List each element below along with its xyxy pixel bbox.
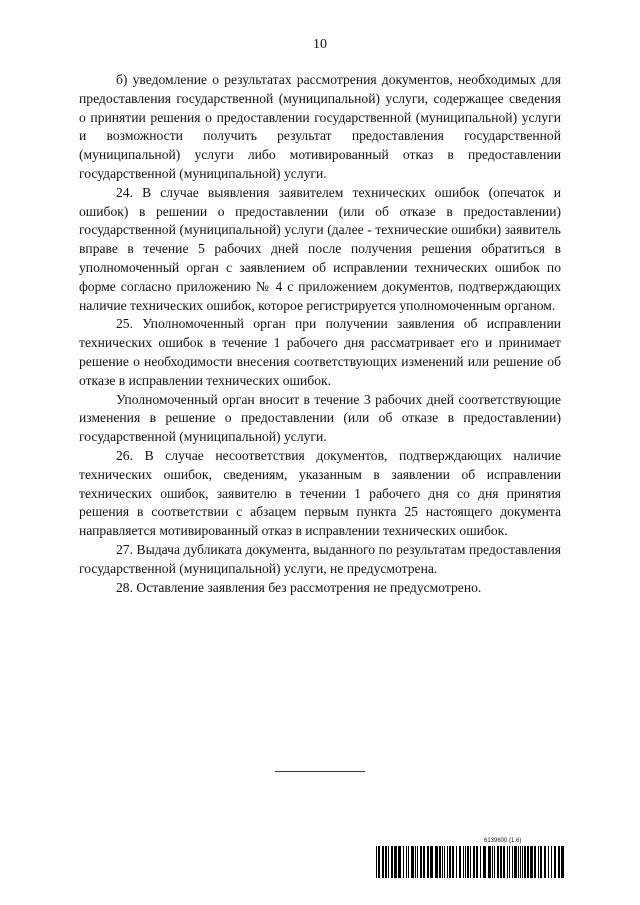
end-separator-line — [275, 771, 365, 772]
paragraph-26: 26. В случае несоответствия документов, подтверждающих наличие технических ошибок, сведениям, указанным в заявлении об исправлении технических ошибок, заявителю в течении 1 рабочего дня со дня принятия решения в соответствии с абзацем первым пункта 25 настоящего документа направляется мотивированный отказ в исправлении технических ошибок. — [79, 447, 561, 539]
document-code: 6139600 (1.6) — [484, 838, 522, 844]
paragraph-25-continued: Уполномоченный орган вносит в течение 3 рабочих дней соответствующие изменения в решение о предоставлении (или об отказе в предоставлении) государственной (муниципальной) услуги. — [79, 391, 561, 445]
document-body — [79, 71, 561, 597]
paragraph-25: 25. Уполномоченный орган при получении заявления об исправлении технических ошибок в течение 1 рабочего дня рассматривает его и принимает решение о необходимости внесения соответствующих изменений или решение об отказе в исправлении технических ошибок. — [79, 316, 561, 388]
paragraph-notification: б) уведомление о результатах рассмотрения документов, необходимых для предоставления государственной (муниципальной) услуги, содержащее сведения о принятии решения о предоставлении государственной (муниципальной) услуги и возможности получить результат предоставления государственной (муниципальной) услуги либо мотивированный отказ в предоставлении государственной (муниципальной) услуги. — [79, 72, 561, 181]
page-number: 10 — [313, 37, 327, 52]
paragraph-24: 24. В случае выявления заявителем технических ошибок (опечаток и ошибок) в решении о предоставлении (или об отказе в предоставлении) государственной (муниципальной) услуги (далее - технические ошибки) заявитель вправе в течение 5 рабочих дней после получения решения обратиться в уполномоченный орган с заявлением об исправлении технических ошибок по форме согласно приложению № 4 с приложением документов, подтверждающих наличие технических ошибок, которое регистрируется уполномоченным органом. — [79, 184, 561, 313]
paragraph-27: 27. Выдача дубликата документа, выданного по результатам предоставления государственной (муниципальной) услуги, не предусмотрена. — [79, 541, 561, 576]
paragraph-28: 28. Оставление заявления без рассмотрения не предусмотрено. — [116, 579, 482, 595]
barcode-icon — [376, 846, 564, 878]
